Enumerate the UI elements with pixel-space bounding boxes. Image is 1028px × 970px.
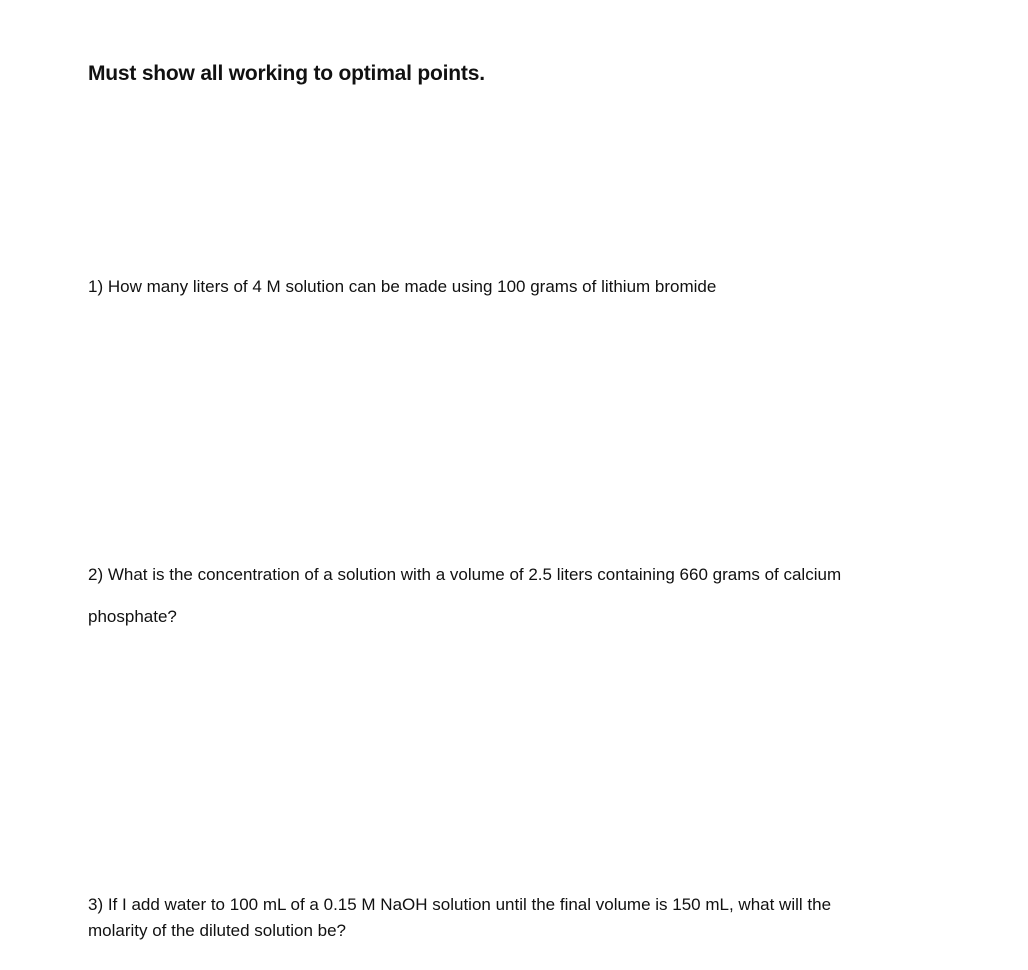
question-1-line-1: 1) How many liters of 4 M solution can be made using 100 grams of lithium bromide <box>88 277 717 296</box>
instruction-heading: Must show all working to optimal points. <box>88 62 485 85</box>
question-2-line-1: 2) What is the concentration of a solution with a volume of 2.5 liters containing 660 grams of calcium <box>88 565 842 584</box>
question-2-line-2: phosphate? <box>88 607 177 626</box>
question-3-line-1: 3) If I add water to 100 mL of a 0.15 M NaOH solution until the final volume is 150 mL, what will the <box>88 895 832 914</box>
question-3-line-2: molarity of the diluted solution be? <box>88 921 346 940</box>
